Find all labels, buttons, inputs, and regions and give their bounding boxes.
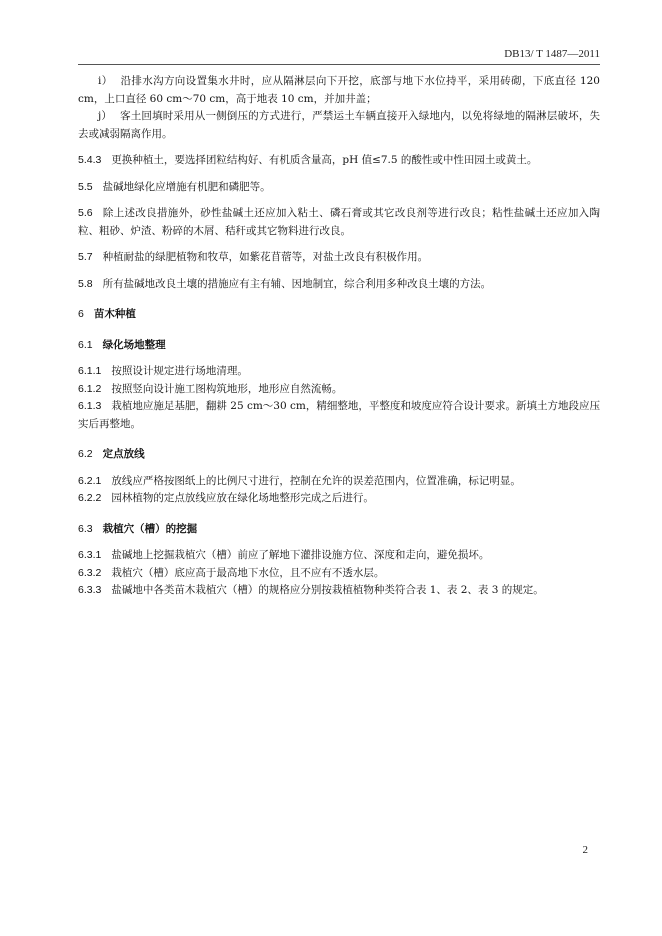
clause-6-3-2 bbox=[78, 565, 600, 583]
section-number: 6 bbox=[78, 308, 84, 320]
section-number: 6.3 bbox=[78, 522, 93, 535]
clause-5-5 bbox=[78, 179, 600, 197]
clause-number: 6.3.3 bbox=[78, 584, 102, 596]
clause-5-6 bbox=[78, 205, 600, 240]
clause-number: 6.2.2 bbox=[78, 492, 102, 504]
section-number: 6.1 bbox=[78, 338, 93, 351]
section-title: 绿化场地整理 bbox=[102, 338, 166, 351]
clause-number: 6.2.1 bbox=[78, 474, 102, 487]
clause-5-4-3 bbox=[78, 152, 600, 170]
clause-6-3-3 bbox=[78, 582, 600, 600]
list-text: 客土回填时采用从一侧倒压的方式进行，严禁运土车辆直接开入绿地内，以免将绿地的隔淋层破坏，失去或减弱隔离作用。 bbox=[78, 110, 600, 140]
list-item-j bbox=[78, 108, 600, 143]
clause-5-8 bbox=[78, 276, 600, 294]
section-heading-6-3 bbox=[78, 521, 600, 539]
clause-text: 按照竖向设计施工图构筑地形，地形应自然流畅。 bbox=[111, 382, 343, 395]
clause-text: 栽植地应施足基肥，翻耕 25 cm～30 cm，精细整地，平整度和坡度应符合设计要求。新填土方地段应压实后再整地。 bbox=[78, 400, 600, 430]
clause-number: 6.1.3 bbox=[78, 400, 102, 412]
clause-text: 种植耐盐的绿肥植物和牧草，如紫花苜蓿等，对盐土改良有积极作用。 bbox=[102, 251, 429, 263]
section-title: 定点放线 bbox=[102, 448, 145, 460]
section-heading-6-1 bbox=[78, 337, 600, 355]
clause-number: 6.3.1 bbox=[78, 549, 102, 561]
clause-number: 5.8 bbox=[78, 277, 93, 290]
list-marker: j） bbox=[98, 110, 113, 122]
section-title: 苗木种植 bbox=[93, 308, 136, 320]
clause-number: 5.6 bbox=[78, 207, 93, 219]
section-heading-6-2 bbox=[78, 446, 600, 464]
page-number: 2 bbox=[582, 844, 588, 856]
clause-text: 除上述改良措施外，砂性盐碱土还应加入粘土、磷石膏或其它改良剂等进行改良；粘性盐碱土还应加入陶粒、粗砂、炉渣、粉碎的木屑、秸秆或其它物料进行改良。 bbox=[78, 207, 600, 237]
clause-text: 放线应严格按图纸上的比例尺寸进行，控制在允许的误差范围内，位置准确，标记明显。 bbox=[111, 474, 521, 487]
section-number: 6.2 bbox=[78, 448, 93, 460]
clause-6-1-1 bbox=[78, 363, 600, 381]
clause-6-2-2 bbox=[78, 490, 600, 508]
clause-text: 按照设计规定进行场地清理。 bbox=[111, 365, 248, 377]
clause-6-1-3 bbox=[78, 398, 600, 433]
clause-text: 所有盐碱地改良土壤的措施应有主有辅、因地制宜，综合利用多种改良土壤的方法。 bbox=[102, 277, 492, 290]
document-code: DB13/ T 1487—2011 bbox=[504, 48, 600, 60]
clause-text: 更换种植土，要选择团粒结构好、有机质含量高，pH 值≤7.5 的酸性或中性田园土或黄土。 bbox=[111, 154, 538, 166]
clause-number: 6.1.1 bbox=[78, 365, 102, 377]
clause-text: 栽植穴（槽）底应高于最高地下水位，且不应有不透水层。 bbox=[111, 566, 385, 579]
clause-text: 园林植物的定点放线应放在绿化场地整形完成之后进行。 bbox=[111, 492, 374, 504]
clause-text: 盐碱地中各类苗木栽植穴（槽）的规格应分别按栽植植物种类符合表 1、表 2、表 3 的规定。 bbox=[111, 584, 544, 596]
page-body bbox=[78, 73, 600, 600]
clause-number: 6.3.2 bbox=[78, 566, 102, 579]
clause-5-7 bbox=[78, 249, 600, 267]
list-item-i bbox=[78, 73, 600, 108]
list-text: 沿排水沟方向设置集水井时，应从隔淋层向下开挖，底部与地下水位持平，采用砖砌，下底直径 120 cm，上口直径 60 cm～70 cm，高于地表 10 cm，并加井盖； bbox=[78, 75, 600, 105]
section-title: 栽植穴（槽）的挖掘 bbox=[102, 522, 198, 535]
clause-text: 盐碱地绿化应增施有机肥和磷肥等。 bbox=[102, 180, 271, 193]
clause-number: 6.1.2 bbox=[78, 382, 102, 395]
clause-6-1-2 bbox=[78, 381, 600, 399]
clause-number: 5.4.3 bbox=[78, 154, 102, 166]
header-divider bbox=[78, 64, 600, 65]
clause-6-3-1 bbox=[78, 547, 600, 565]
clause-number: 5.7 bbox=[78, 251, 93, 263]
list-marker: i） bbox=[98, 75, 113, 87]
clause-text: 盐碱地上挖掘栽植穴（槽）前应了解地下灌排设施方位、深度和走向，避免损坏。 bbox=[111, 549, 490, 561]
clause-6-2-1 bbox=[78, 473, 600, 491]
clause-number: 5.5 bbox=[78, 180, 93, 193]
section-heading-6 bbox=[78, 306, 600, 324]
